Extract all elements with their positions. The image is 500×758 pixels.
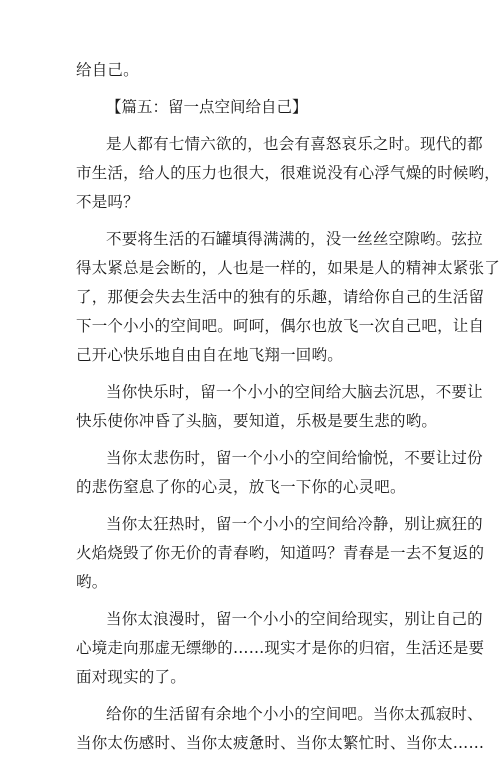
- text-line: 哟。: [76, 573, 108, 591]
- text-line: 当你太伤感时、当你太疲惫时、当你太繁忙时、当你太……: [76, 734, 485, 752]
- text-line: 得太紧总是会断的，人也是一样的，如果是人的精神太紧张了: [76, 259, 500, 277]
- text-line: 不是吗？: [76, 193, 139, 211]
- text-line: 是人都有七情六欲的，也会有喜怒哀乐之时。现代的都: [106, 135, 483, 153]
- text-line: 下一个小小的空间吧。呵呵，偶尔也放飞一次自己吧，让自: [76, 317, 485, 335]
- text-line: 给自己。: [76, 61, 139, 79]
- text-line: 当你太浪漫时，留一个小小的空间给现实，别让自己的: [106, 610, 483, 628]
- document-page: [76, 56, 500, 758]
- text-line: 快乐使你冲昏了头脑，要知道，乐极是要生悲的哟。: [76, 412, 438, 430]
- text-line: 面对现实的了。: [76, 668, 186, 686]
- text-line: 给你的生活留有余地个小小的空间吧。当你太孤寂时、: [106, 705, 483, 723]
- text-line: 了，那便会失去生活中的独有的乐趣，请给你自己的生活留: [76, 288, 485, 306]
- text-line: 不要将生活的石罐填得满满的，没一丝丝空隙哟。弦拉: [106, 230, 483, 248]
- text-line: 己开心快乐地自由自在地飞翔一回哟。: [76, 346, 343, 364]
- text-line: 当你太悲伤时，留一个小小的空间给愉悦，不要让过份: [106, 449, 483, 467]
- text-line: 的悲伤窒息了你的心灵，放飞一下你的心灵吧。: [76, 478, 406, 496]
- text-line: 心境走向那虚无缥缈的……现实才是你的归宿，生活还是要: [76, 639, 485, 657]
- text-line: 当你太狂热时，留一个小小的空间给冷静，别让疯狂的: [106, 515, 483, 533]
- section-title: 【篇五：留一点空间给自己】: [106, 98, 308, 116]
- text-line: 市生活，给人的压力也很大，很难说没有心浮气燥的时候哟，: [76, 164, 500, 182]
- text-line: 火焰烧毁了你无价的青春哟，知道吗？青春是一去不复返的: [76, 544, 485, 562]
- text-line: 当你快乐时，留一个小小的空间给大脑去沉思，不要让: [106, 383, 483, 401]
